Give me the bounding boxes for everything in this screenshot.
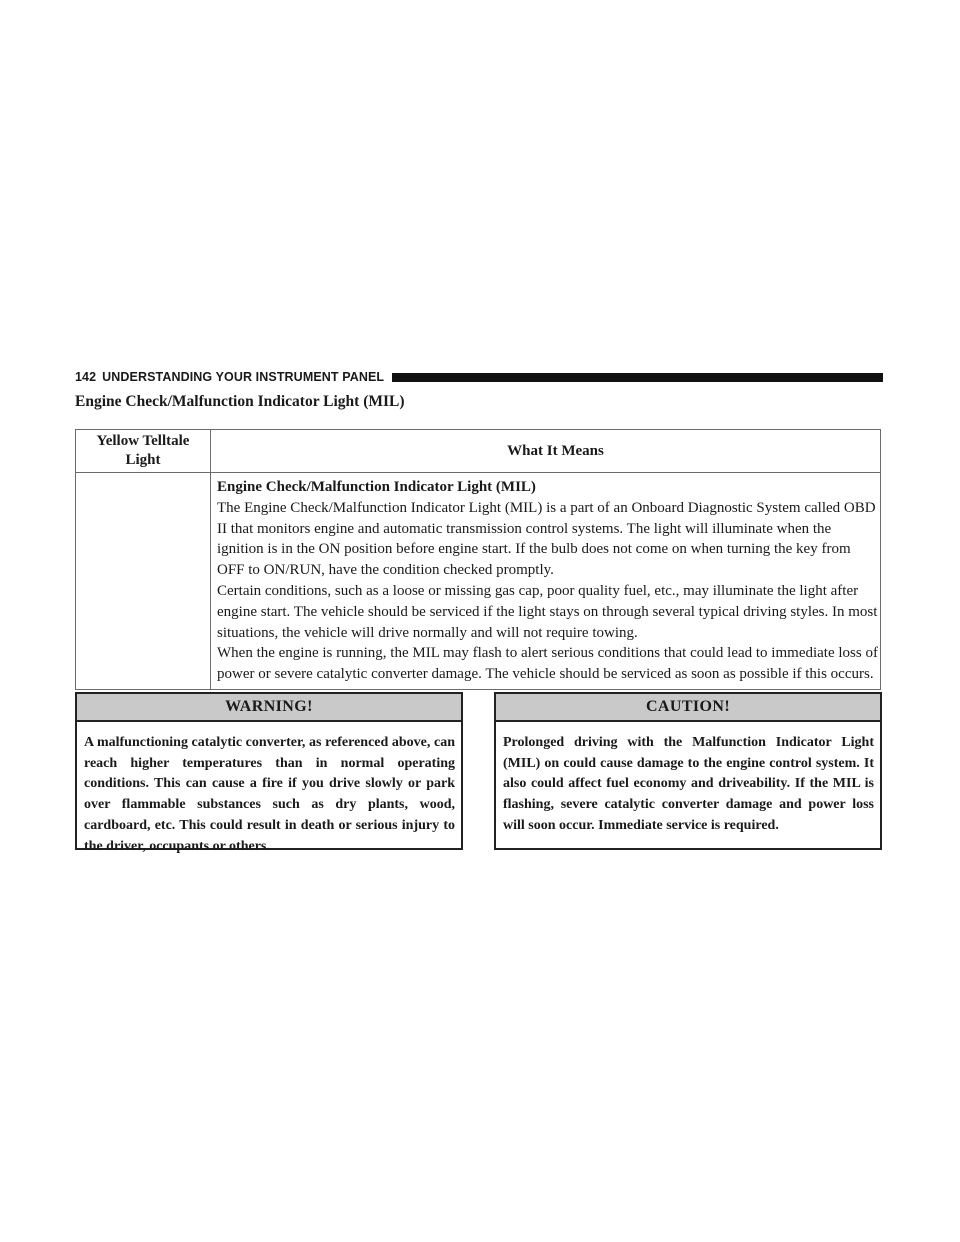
description-paragraph: When the engine is running, the MIL may flash to alert serious conditions that could lead to immediate loss of power or severe catalytic converter damage. The vehicle should be serviced as soon as possible if this occurs. (217, 645, 878, 683)
telltale-icon-cell (76, 473, 211, 690)
telltale-table (75, 429, 881, 690)
header-what-it-means: What It Means (211, 430, 881, 473)
warning-text: A malfunctioning catalytic converter, as referenced above, can reach higher temperatures than in normal operating conditions. This can cause a fire if you drive slowly or park over flammable substances such as dry plants, wood, cardboard, etc. This could result in death or serious injury to the driver, occupants or others. (84, 735, 455, 854)
warning-box (75, 692, 463, 854)
header-telltale-light: Yellow Telltale Light (76, 430, 211, 473)
chapter-title: UNDERSTANDING YOUR INSTRUMENT PANEL (102, 370, 385, 384)
caution-title: CAUTION! (496, 694, 880, 722)
caution-box (494, 692, 882, 850)
table-row (76, 473, 881, 690)
header-rule (392, 373, 883, 382)
caution-text: Prolonged driving with the Malfunction Indicator Light (MIL) on could cause damage to the engine control system. It also could affect fuel economy and driveability. If the MIL is flashing, severe catalytic converter damage and power loss will soon occur. Immediate service is required. (503, 735, 874, 833)
table-header-row (76, 430, 881, 473)
page-number: 142 (75, 370, 97, 384)
description-cell (211, 473, 881, 690)
description-title: Engine Check/Malfunction Indicator Light (MIL) (217, 479, 536, 495)
page-header (75, 369, 883, 385)
warning-title: WARNING! (77, 694, 461, 722)
description-paragraph: Certain conditions, such as a loose or missing gas cap, poor quality fuel, etc., may illuminate the light after engine start. The vehicle should be serviced if the light stays on through several typical driving styles. In most situations, the vehicle will drive normally and will not require towing. (217, 582, 878, 641)
description-paragraph: The Engine Check/Malfunction Indicator Light (MIL) is a part of an Onboard Diagnostic System called OBD II that monitors engine and automatic transmission control systems. The light will illuminate when the ignition is in the ON position before engine start. If the bulb does not come on when turning the key from OFF to ON/RUN, have the condition checked promptly. (217, 499, 876, 579)
section-title: Engine Check/Malfunction Indicator Light (MIL) (75, 393, 405, 410)
